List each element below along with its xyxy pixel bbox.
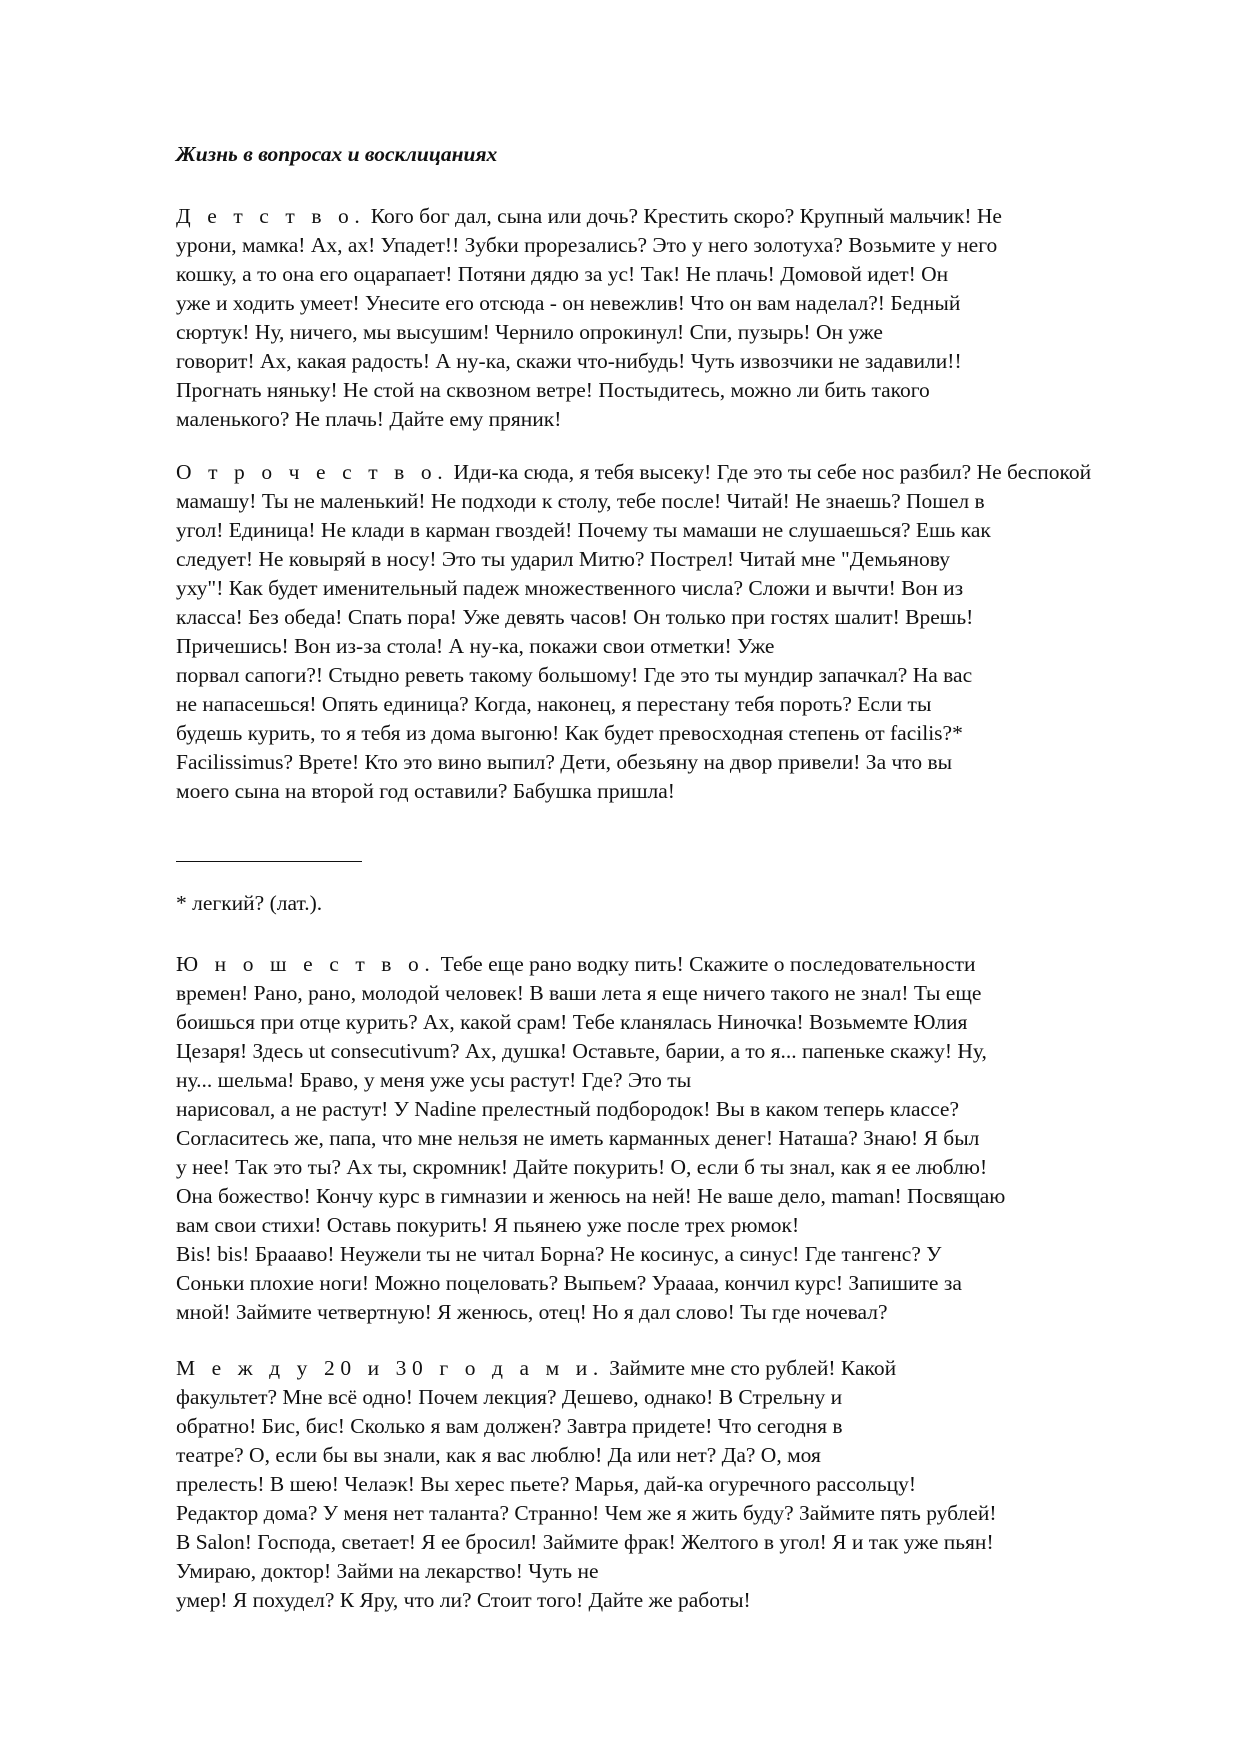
text-line: прелесть! В шею! Челаэк! Вы херес пьете? Марья, дай-ка огуречного рассольцу! — [176, 1472, 917, 1496]
text-line: Согласитесь же, папа, что мне нельзя не иметь карманных денег! Наташа? Знаю! Я был — [176, 1126, 980, 1150]
text-line: времен! Рано, рано, молодой человек! В ваши лета я еще ничего такого не знал! Ты еще — [176, 981, 982, 1005]
text-line: Прогнать няньку! Не стой на сквозном ветре! Постыдитесь, можно ли бить такого — [176, 378, 930, 402]
section-heading: О т р о ч е с т в о. — [176, 460, 449, 484]
text-line: следует! Не ковыряй в носу! Это ты ударил Митю? Пострел! Читай мне "Демьянову — [176, 547, 950, 571]
text-line: боишься при отце курить? Ах, какой срам! Тебе кланялась Ниночка! Возьмемте Юлия — [176, 1010, 968, 1034]
text-line: урони, мамка! Ах, ах! Упадет!! Зубки прорезались? Это у него золотуха? Возьмите у него — [176, 233, 998, 257]
text-line: Bis! bis! Браааво! Неужели ты не читал Борна? Не косинус, а синус! Где тангенс? У — [176, 1242, 942, 1266]
text-line: ну... шельма! Браво, у меня уже усы растут! Где? Это ты — [176, 1068, 692, 1092]
text-line: не напасешься! Опять единица? Когда, наконец, я перестану тебя пороть? Если ты — [176, 692, 932, 716]
text-line — [176, 950, 1176, 979]
section-youth — [176, 950, 1176, 1327]
text-line: факультет? Мне всё одно! Почем лекция? Дешево, однако! В Стрельну и — [176, 1385, 843, 1409]
text-line: моего сына на второй год оставили? Бабушка пришла! — [176, 779, 675, 803]
footnote: * легкий? (лат.). — [176, 891, 323, 915]
text-line: будешь курить, то я тебя из дома выгоню! Как будет превосходная степень от facilis?* — [176, 721, 963, 745]
section-childhood — [176, 202, 1176, 434]
section-heading: М е ж д у 20 и 30 г о д а м и. — [176, 1356, 604, 1380]
text-line: В Salon! Господа, светает! Я ее бросил! Займите фрак! Желтого в угол! Я и так уже пьян! — [176, 1530, 994, 1554]
text-line: у нее! Так это ты? Ах ты, скромник! Дайте покурить! О, если б ты знал, как я ее люблю! — [176, 1155, 988, 1179]
text-line-content: Кого бог дал, сына или дочь? Крестить скоро? Крупный мальчик! Не — [365, 204, 1002, 228]
text-line: мамашу! Ты не маленький! Не подходи к столу, тебе после! Читай! Не знаешь? Пошел в — [176, 489, 985, 513]
section-twenties — [176, 1354, 1176, 1615]
text-line: Facilissimus? Врете! Кто это вино выпил? Дети, обезьяну на двор привели! За что вы — [176, 750, 953, 774]
text-line: умер! Я похудел? К Яру, что ли? Стоит того! Дайте же работы! — [176, 1588, 751, 1612]
text-line-content: Займите мне сто рублей! Какой — [603, 1356, 897, 1380]
text-line: нарисовал, а не растут! У Nadine прелестный подбородок! Вы в каком теперь классе? — [176, 1097, 959, 1121]
text-line: Причешись! Вон из-за стола! А ну-ка, покажи свои отметки! Уже — [176, 634, 775, 658]
text-line — [176, 202, 1176, 231]
text-line — [176, 1354, 1176, 1383]
text-line: Она божество! Кончу курс в гимназии и женюсь на ней! Не ваше дело, maman! Посвящаю — [176, 1184, 1006, 1208]
text-line: Умираю, доктор! Займи на лекарство! Чуть не — [176, 1559, 599, 1583]
section-heading: Ю н о ш е с т в о. — [176, 952, 436, 976]
text-line-content: Тебе еще рано водку пить! Скажите о последовательности — [435, 952, 976, 976]
text-line: маленького? Не плачь! Дайте ему пряник! — [176, 407, 562, 431]
text-line: Соньки плохие ноги! Можно поцеловать? Выпьем? Урaaaa, кончил курс! Запишите за — [176, 1271, 962, 1295]
text-line: Редактор дома? У меня нет таланта? Странно! Чем же я жить буду? Займите пять рублей! — [176, 1501, 997, 1525]
text-line: уже и ходить умеет! Унесите его отсюда - он невежлив! Что он вам наделал?! Бедный — [176, 291, 961, 315]
text-line: театре? О, если бы вы знали, как я вас люблю! Да или нет? Да? О, моя — [176, 1443, 821, 1467]
section-heading: Д е т с т в о. — [176, 204, 366, 228]
text-line: сюртук! Ну, ничего, мы высушим! Чернило опрокинул! Спи, пузырь! Он уже — [176, 320, 883, 344]
text-line: угол! Единица! Не клади в карман гвоздей! Почему ты мамаши не слушаешься? Ешь как — [176, 518, 991, 542]
text-line: Цезаря! Здесь ut consecutivum? Ах, душка! Оставьте, барии, а то я... папеньке скажу! Ну, — [176, 1039, 987, 1063]
footnote-separator — [176, 861, 362, 862]
section-adolescence — [176, 458, 1176, 806]
text-line: класса! Без обеда! Спать пора! Уже девять часов! Он только при гостях шалит! Врешь! — [176, 605, 974, 629]
text-line: вам свои стихи! Оставь покурить! Я пьянею уже после трех рюмок! — [176, 1213, 800, 1237]
text-line: мной! Займите четвертную! Я женюсь, отец! Но я дал слово! Ты где ночевал? — [176, 1300, 888, 1324]
text-line: обратно! Бис, бис! Сколько я вам должен? Завтра придете! Что сегодня в — [176, 1414, 843, 1438]
text-line: уху"! Как будет именительный падеж множественного числа? Сложи и вычти! Вон из — [176, 576, 964, 600]
page-title: Жизнь в вопросах и восклицаниях — [176, 142, 498, 166]
text-line — [176, 458, 1176, 487]
text-line: порвал сапоги?! Стыдно реветь такому большому! Где это ты мундир запачкал? На вас — [176, 663, 973, 687]
text-line: кошку, а то она его оцарапает! Потяни дядю за ус! Так! Не плачь! Домовой идет! Он — [176, 262, 949, 286]
text-line: говорит! Ах, какая радость! А ну-ка, скажи что-нибудь! Чуть извозчики не задавили!! — [176, 349, 962, 373]
text-line-content: Иди-ка сюда, я тебя высеку! Где это ты себе нос разбил? Не беспокой — [448, 460, 1092, 484]
